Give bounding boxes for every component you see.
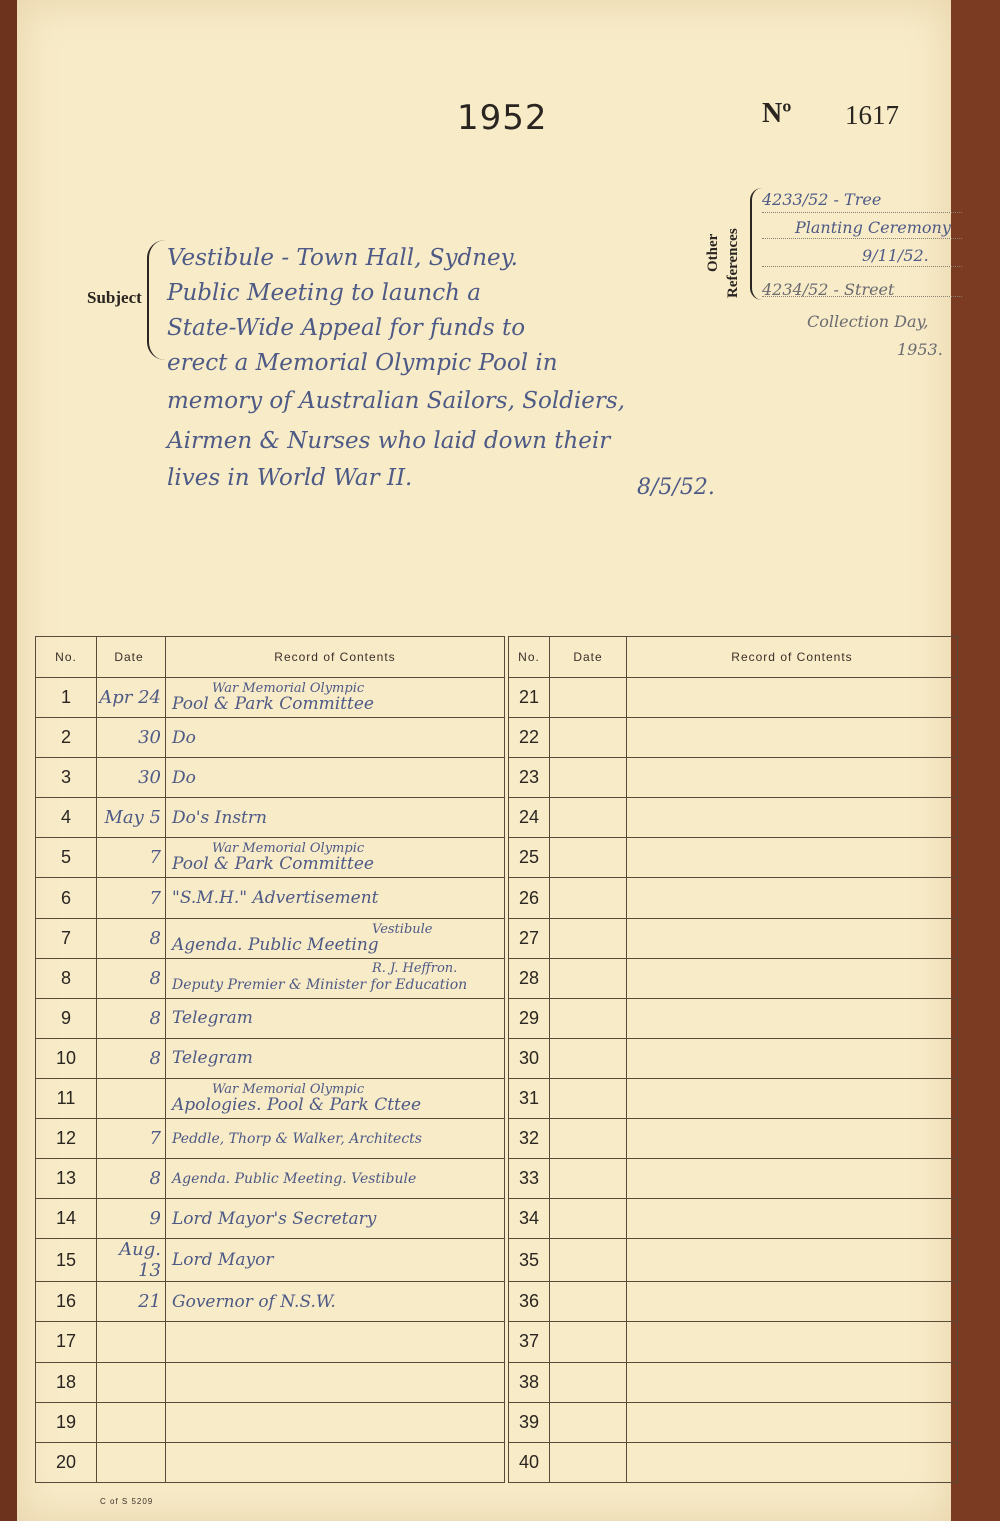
- entry-record-text: Do: [172, 767, 196, 788]
- entry-number: 9: [36, 998, 97, 1038]
- year-heading: 1952: [457, 98, 548, 138]
- entry-record-text: Apologies. Pool & Park Cttee: [172, 1094, 422, 1115]
- entry-record: [166, 1078, 505, 1118]
- entry-date: [97, 878, 166, 918]
- entry-record-text: Deputy Premier & Minister for Education: [172, 977, 468, 994]
- entry-number: 5: [36, 838, 97, 878]
- entry-number: 26: [509, 878, 550, 918]
- header-record: Record of Contents: [166, 637, 505, 678]
- entry-number: 3: [36, 758, 97, 798]
- entry-record-text: Lord Mayor: [172, 1250, 274, 1271]
- entry-record: [166, 958, 505, 998]
- entry-date: [97, 838, 166, 878]
- entry-date: [97, 1282, 166, 1322]
- entry-date: [550, 1119, 627, 1159]
- entry-number: 7: [36, 918, 97, 958]
- table-row: [36, 878, 958, 918]
- entry-date-text: 30: [138, 727, 161, 749]
- entry-date-text: 9: [149, 1208, 161, 1230]
- entry-record: [627, 718, 958, 758]
- entry-date: [550, 1282, 627, 1322]
- entry-number: 20: [36, 1442, 97, 1482]
- subject-label: Subject: [87, 288, 142, 307]
- entry-record: [166, 1442, 505, 1482]
- entry-date: [550, 1078, 627, 1118]
- entry-date: [97, 718, 166, 758]
- entry-date: [97, 958, 166, 998]
- entry-number: 25: [509, 838, 550, 878]
- subject-line-7: lives in World War II.: [167, 465, 413, 491]
- entry-date: [550, 998, 627, 1038]
- entry-number: 12: [36, 1119, 97, 1159]
- other-label: Other: [705, 233, 721, 272]
- entry-date-text: Apr 24: [99, 687, 161, 709]
- table-row: [36, 1199, 958, 1239]
- entry-record: [627, 1402, 958, 1442]
- entry-record-text: Telegram: [172, 1048, 253, 1069]
- entry-date: [97, 1239, 166, 1282]
- entry-date: [97, 798, 166, 838]
- entry-date: [97, 1078, 166, 1118]
- entry-date-text: 8: [149, 1007, 161, 1029]
- subject-line-2: Public Meeting to launch a: [167, 280, 481, 306]
- entry-date-text: 8: [149, 967, 161, 989]
- reference-entry: Planting Ceremony: [795, 218, 951, 237]
- table-row: [36, 958, 958, 998]
- entry-number: 24: [509, 798, 550, 838]
- header-record: Record of Contents: [627, 637, 958, 678]
- entry-record: [166, 1199, 505, 1239]
- entry-record-annotation: R. J. Heffron.: [372, 961, 458, 977]
- entry-record-text: Do: [172, 727, 196, 748]
- table-row: [36, 1402, 958, 1442]
- entry-number: 33: [509, 1159, 550, 1199]
- reference-entry: 9/11/52.: [862, 246, 929, 265]
- header-no: No.: [36, 637, 97, 678]
- entry-date: [97, 1119, 166, 1159]
- references-brace: [750, 188, 762, 300]
- entry-record-text: Pool & Park Committee: [172, 694, 374, 715]
- table-row: [36, 1442, 958, 1482]
- entry-number: 10: [36, 1038, 97, 1078]
- entry-date: [550, 838, 627, 878]
- entry-number: 6: [36, 878, 97, 918]
- entry-record: [627, 678, 958, 718]
- entry-date: [97, 758, 166, 798]
- entry-number: 16: [36, 1282, 97, 1322]
- entry-date: [97, 678, 166, 718]
- reference-entry: Collection Day,: [807, 312, 929, 331]
- entry-number: 1: [36, 678, 97, 718]
- entry-date-text: May 5: [104, 807, 161, 829]
- ref-rule: [762, 238, 962, 239]
- table-row: [36, 1282, 958, 1322]
- entry-record: [627, 1199, 958, 1239]
- header-no: No.: [509, 637, 550, 678]
- entry-date: [97, 1038, 166, 1078]
- entry-record: [166, 1282, 505, 1322]
- entry-date: [97, 1159, 166, 1199]
- references-label: References: [725, 228, 741, 298]
- entry-date: [550, 1239, 627, 1282]
- entry-record: [166, 918, 505, 958]
- entry-number: 13: [36, 1159, 97, 1199]
- table-row: [36, 1362, 958, 1402]
- table-row: [36, 758, 958, 798]
- entry-number: 38: [509, 1362, 550, 1402]
- table-row: [36, 838, 958, 878]
- entry-number: 28: [509, 958, 550, 998]
- entry-record-text: Governor of N.S.W.: [172, 1291, 336, 1312]
- entry-date-text: 7: [149, 847, 161, 869]
- record-of-contents-table: [35, 636, 958, 1483]
- entry-record-text: Do's Instrn: [172, 807, 267, 828]
- entry-record: [627, 1322, 958, 1362]
- table-row: [36, 1322, 958, 1362]
- entry-record-text: "S.M.H." Advertisement: [172, 888, 379, 909]
- subject-date: 8/5/52.: [637, 475, 715, 500]
- entry-number: 21: [509, 678, 550, 718]
- entry-date: [97, 1362, 166, 1402]
- entry-number: 8: [36, 958, 97, 998]
- entry-record-text: Telegram: [172, 1008, 253, 1029]
- subject-line-5: memory of Australian Sailors, Soldiers,: [167, 388, 625, 414]
- entry-record: [166, 1038, 505, 1078]
- entry-record: [627, 1239, 958, 1282]
- entry-number: 29: [509, 998, 550, 1038]
- entry-record: [627, 1282, 958, 1322]
- other-references-label: [705, 190, 749, 300]
- entry-number: 37: [509, 1322, 550, 1362]
- table-header-row: [36, 637, 958, 678]
- entry-number: 39: [509, 1402, 550, 1442]
- entry-record: [166, 878, 505, 918]
- entry-number: 27: [509, 918, 550, 958]
- entry-number: 23: [509, 758, 550, 798]
- entry-date: [550, 1159, 627, 1199]
- number-label: Nº: [762, 98, 792, 129]
- subject-brace: [147, 240, 167, 360]
- entry-number: 30: [509, 1038, 550, 1078]
- entry-record: [627, 1442, 958, 1482]
- entry-record: [166, 678, 505, 718]
- entry-date: [97, 918, 166, 958]
- entry-number: 18: [36, 1362, 97, 1402]
- entry-number: 40: [509, 1442, 550, 1482]
- entry-record: [627, 758, 958, 798]
- entry-date: [550, 1038, 627, 1078]
- entry-date: [550, 958, 627, 998]
- entry-record: [166, 1322, 505, 1362]
- table-row: [36, 998, 958, 1038]
- entry-record: [627, 1078, 958, 1118]
- entry-record: [166, 718, 505, 758]
- entry-record: [166, 1239, 505, 1282]
- entry-date: [97, 1442, 166, 1482]
- entry-number: 19: [36, 1402, 97, 1442]
- entry-record: [627, 838, 958, 878]
- entry-record: [627, 1362, 958, 1402]
- entry-date: [550, 758, 627, 798]
- table-row: [36, 1239, 958, 1282]
- header-date: Date: [550, 637, 627, 678]
- entry-date: [550, 1402, 627, 1442]
- entry-date-text: 7: [149, 887, 161, 909]
- entry-record: [166, 1159, 505, 1199]
- entry-record: [627, 998, 958, 1038]
- table-row: [36, 918, 958, 958]
- header-date: Date: [97, 637, 166, 678]
- entry-record: [166, 1119, 505, 1159]
- entry-record-annotation: Vestibule: [372, 921, 433, 937]
- ref-rule: [762, 212, 962, 213]
- entry-record: [166, 1362, 505, 1402]
- entry-record-annotation: War Memorial Olympic: [212, 841, 365, 857]
- entry-date-text: 30: [138, 767, 161, 789]
- entry-number: 32: [509, 1119, 550, 1159]
- entry-record: [627, 1038, 958, 1078]
- binding-spine: [0, 0, 17, 1521]
- entry-date: [97, 1402, 166, 1442]
- entry-date: [550, 878, 627, 918]
- table-row: [36, 678, 958, 718]
- entry-record: [627, 918, 958, 958]
- entry-date: [550, 1199, 627, 1239]
- entry-record-text: Peddle, Thorp & Walker, Architects: [172, 1131, 422, 1148]
- entry-number: 22: [509, 718, 550, 758]
- entry-number: 2: [36, 718, 97, 758]
- entry-date: [550, 918, 627, 958]
- entry-date-text: Aug. 13: [119, 1239, 161, 1282]
- entry-record-annotation: War Memorial Olympic: [212, 1081, 365, 1097]
- entry-date-text: 8: [149, 927, 161, 949]
- entry-number: 34: [509, 1199, 550, 1239]
- entry-date: [550, 1442, 627, 1482]
- entry-number: 14: [36, 1199, 97, 1239]
- entry-record-text: Agenda. Public Meeting. Vestibule: [172, 1171, 417, 1188]
- entry-number: 11: [36, 1078, 97, 1118]
- reference-entry: 1953.: [897, 340, 943, 359]
- entry-date: [550, 798, 627, 838]
- entry-date: [550, 1362, 627, 1402]
- table-row: [36, 798, 958, 838]
- entry-number: 15: [36, 1239, 97, 1282]
- subject-line-1: Vestibule - Town Hall, Sydney.: [167, 245, 518, 271]
- entry-number: 31: [509, 1078, 550, 1118]
- entry-date: [550, 678, 627, 718]
- table-row: [36, 1119, 958, 1159]
- file-number: 1617: [845, 100, 899, 130]
- entry-date: [550, 1322, 627, 1362]
- entry-number: 35: [509, 1239, 550, 1282]
- entry-date-text: 8: [149, 1047, 161, 1069]
- entry-number: 4: [36, 798, 97, 838]
- entry-record: [166, 798, 505, 838]
- reference-entry: 4234/52 - Street: [762, 280, 895, 299]
- entry-record: [166, 1402, 505, 1442]
- entry-number: 36: [509, 1282, 550, 1322]
- entry-number: 17: [36, 1322, 97, 1362]
- entry-record-annotation: War Memorial Olympic: [212, 681, 365, 697]
- entry-date: [97, 1322, 166, 1362]
- entry-record-text: Lord Mayor's Secretary: [172, 1208, 377, 1229]
- subject-line-6: Airmen & Nurses who laid down their: [167, 428, 611, 454]
- entry-record: [166, 838, 505, 878]
- entry-date-text: 21: [138, 1291, 161, 1313]
- entry-record: [627, 798, 958, 838]
- entry-date-text: 8: [149, 1168, 161, 1190]
- entry-record: [166, 758, 505, 798]
- entry-record-text: Pool & Park Committee: [172, 854, 374, 875]
- reference-entry: 4233/52 - Tree: [762, 190, 882, 209]
- entry-record: [166, 998, 505, 1038]
- entry-record: [627, 1159, 958, 1199]
- table-row: [36, 1159, 958, 1199]
- table-row: [36, 718, 958, 758]
- entry-record: [627, 958, 958, 998]
- form-code: C of S 5209: [100, 1497, 154, 1506]
- ref-rule: [762, 266, 962, 267]
- entry-date: [97, 1199, 166, 1239]
- entry-record-text: Agenda. Public Meeting: [172, 934, 379, 955]
- entry-date: [550, 718, 627, 758]
- subject-line-4: erect a Memorial Olympic Pool in: [167, 350, 558, 376]
- entry-date-text: 7: [149, 1128, 161, 1150]
- table-row: [36, 1038, 958, 1078]
- subject-line-3: State-Wide Appeal for funds to: [167, 315, 526, 341]
- entry-date: [97, 998, 166, 1038]
- table-row: [36, 1078, 958, 1118]
- entry-record: [627, 1119, 958, 1159]
- entry-record: [627, 878, 958, 918]
